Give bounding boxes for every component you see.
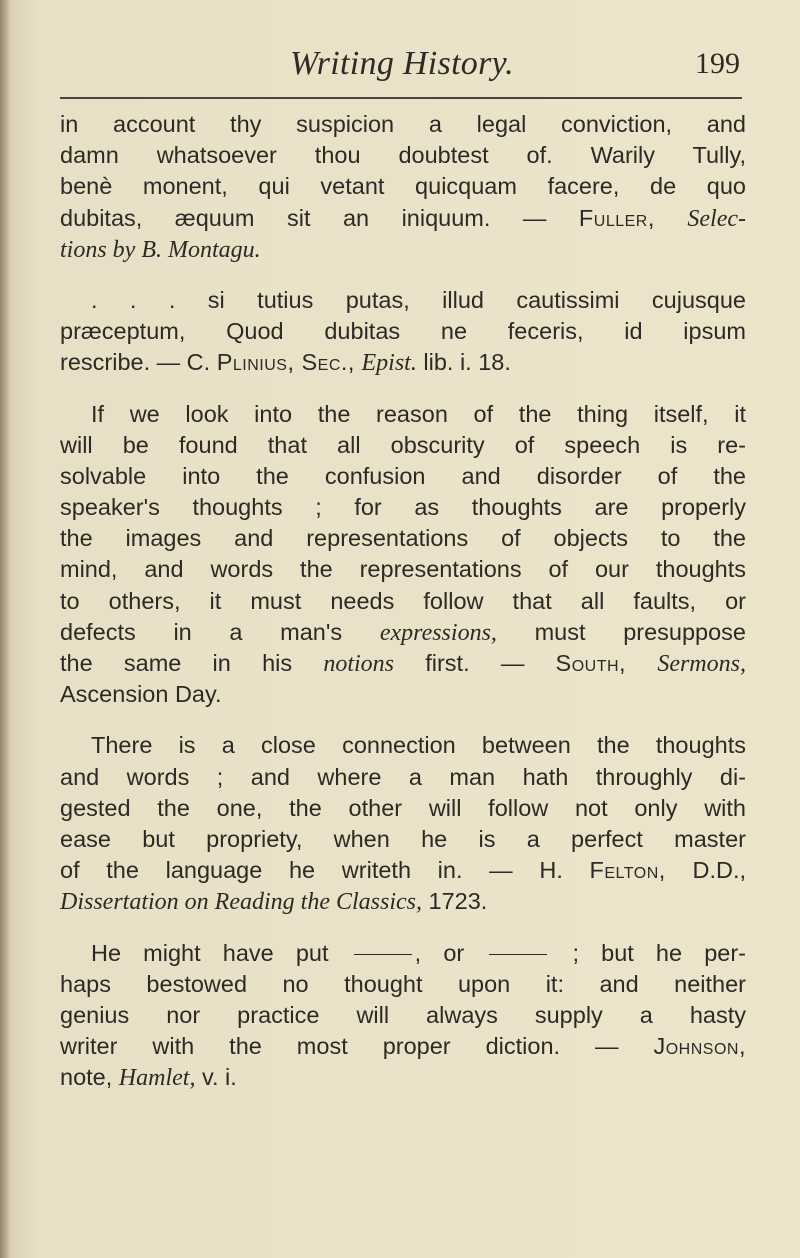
text-line bbox=[60, 285, 746, 316]
paragraph-south bbox=[60, 399, 746, 711]
text-run: ease but propriety, when he is a perfect master bbox=[60, 825, 746, 852]
text-run: haps bestowed no thought upon it: and neither bbox=[60, 970, 746, 997]
text-run: solvable into the confusion and disorder of the bbox=[60, 462, 746, 489]
text-run: genius nor practice will always supply a hasty bbox=[60, 1001, 746, 1028]
paragraph-fuller bbox=[60, 109, 746, 265]
text-run: the images and representations of objects to the bbox=[60, 525, 746, 552]
text-run: præceptum, Quod dubitas ne feceris, id ipsum bbox=[60, 318, 746, 345]
text-line bbox=[60, 617, 746, 648]
text-line bbox=[60, 140, 746, 171]
text-run: v. i. bbox=[195, 1064, 237, 1091]
italic-text: Dissertation on Reading the Classics, bbox=[60, 889, 422, 916]
text-run: 1723. bbox=[422, 888, 488, 915]
text-run: in account thy suspicion a legal conviction, and bbox=[60, 111, 746, 137]
text-run bbox=[655, 205, 688, 231]
text-run: speaker's thoughts ; for as thoughts are properly bbox=[60, 494, 746, 521]
text-line bbox=[60, 109, 746, 140]
text-run: to others, it must needs follow that all faults, or bbox=[60, 587, 746, 614]
text-line bbox=[60, 1062, 746, 1093]
text-line bbox=[60, 938, 746, 969]
text-line bbox=[60, 886, 746, 917]
header-rule bbox=[60, 97, 742, 99]
text-run: defects in a man's bbox=[60, 618, 380, 645]
text-line bbox=[60, 793, 746, 824]
small-caps-name: Fuller, bbox=[578, 204, 655, 231]
italic-text: expressions, bbox=[379, 619, 497, 646]
running-title: Writing History. bbox=[290, 45, 514, 82]
text-line bbox=[60, 648, 746, 679]
text-line bbox=[60, 492, 746, 523]
text-line bbox=[60, 203, 746, 234]
text-line bbox=[60, 855, 746, 886]
text-run: He might have put bbox=[91, 939, 351, 966]
text-line bbox=[60, 523, 746, 554]
italic-text: Hamlet, bbox=[118, 1065, 196, 1092]
text-line bbox=[60, 347, 746, 378]
text-line bbox=[60, 461, 746, 492]
text-line bbox=[60, 554, 746, 585]
text-run: dubitas, æquum sit an iniquum. — bbox=[60, 204, 579, 231]
text-line bbox=[60, 399, 746, 430]
text-line bbox=[60, 430, 746, 461]
text-run: mind, and words the representations of our thoughts bbox=[60, 556, 746, 583]
italic-text: Selec- bbox=[687, 205, 746, 232]
small-caps-name: Plinius, Sec., bbox=[216, 349, 355, 376]
text-run: the same in his bbox=[60, 650, 324, 676]
text-run: ; but he per- bbox=[550, 939, 746, 966]
text-run: benè monent, qui vetant quicquam facere, de quo bbox=[60, 173, 746, 200]
text-run: There is a close connection between the thoughts bbox=[91, 732, 746, 759]
small-caps-name: South, bbox=[555, 650, 627, 676]
blank-dash bbox=[489, 954, 547, 955]
paragraph-plinius bbox=[60, 285, 746, 379]
text-run: and words ; and where a man hath throughly di- bbox=[60, 763, 746, 790]
text-line bbox=[60, 586, 746, 617]
italic-text: Epist. bbox=[361, 350, 417, 377]
italic-text: Sermons, bbox=[657, 651, 746, 677]
text-run: D.D., bbox=[665, 857, 746, 884]
paragraph-johnson bbox=[60, 938, 746, 1094]
small-caps-name: Johnson, bbox=[653, 1033, 746, 1060]
running-head bbox=[62, 42, 742, 92]
italic-text: tions by B. Montagu. bbox=[60, 236, 261, 263]
text-run: note, bbox=[60, 1064, 119, 1091]
text-line bbox=[60, 171, 746, 202]
text-line bbox=[60, 1000, 746, 1031]
text-run: damn whatsoever thou doubtest of. Warily Tully, bbox=[60, 142, 746, 169]
text-run: rescribe. — C. bbox=[60, 349, 217, 376]
paragraph-felton bbox=[60, 730, 746, 917]
text-run: lib. i. 18. bbox=[416, 349, 511, 376]
text-run: gested the one, the other will follow not only with bbox=[60, 794, 746, 821]
page-gutter-shadow bbox=[0, 0, 10, 1258]
text-run bbox=[626, 650, 657, 676]
text-run: Ascension Day. bbox=[60, 681, 222, 708]
text-line bbox=[60, 762, 746, 793]
text-line bbox=[60, 1031, 746, 1062]
text-line bbox=[60, 679, 746, 710]
page-number: 199 bbox=[695, 47, 740, 80]
text-line bbox=[60, 730, 746, 761]
text-run: will be found that all obscurity of speech is re- bbox=[60, 431, 746, 458]
blank-dash bbox=[354, 954, 412, 955]
text-line bbox=[60, 969, 746, 1000]
text-run: first. — bbox=[394, 650, 556, 676]
text-line bbox=[60, 824, 746, 855]
text-run: If we look into the reason of the thing itself, it bbox=[91, 400, 746, 427]
small-caps-name: Felton, bbox=[589, 857, 666, 884]
text-line bbox=[60, 316, 746, 347]
text-run: of the language he writeth in. — H. bbox=[60, 857, 590, 884]
text-run: , or bbox=[414, 939, 487, 966]
text-run: writer with the most proper diction. — bbox=[60, 1033, 654, 1060]
page-body-text bbox=[60, 109, 746, 1113]
text-run: must presuppose bbox=[496, 618, 747, 645]
text-run: . . . si tutius putas, illud cautissimi cujusque bbox=[91, 286, 746, 313]
italic-text: notions bbox=[323, 651, 395, 677]
text-line bbox=[60, 234, 746, 265]
